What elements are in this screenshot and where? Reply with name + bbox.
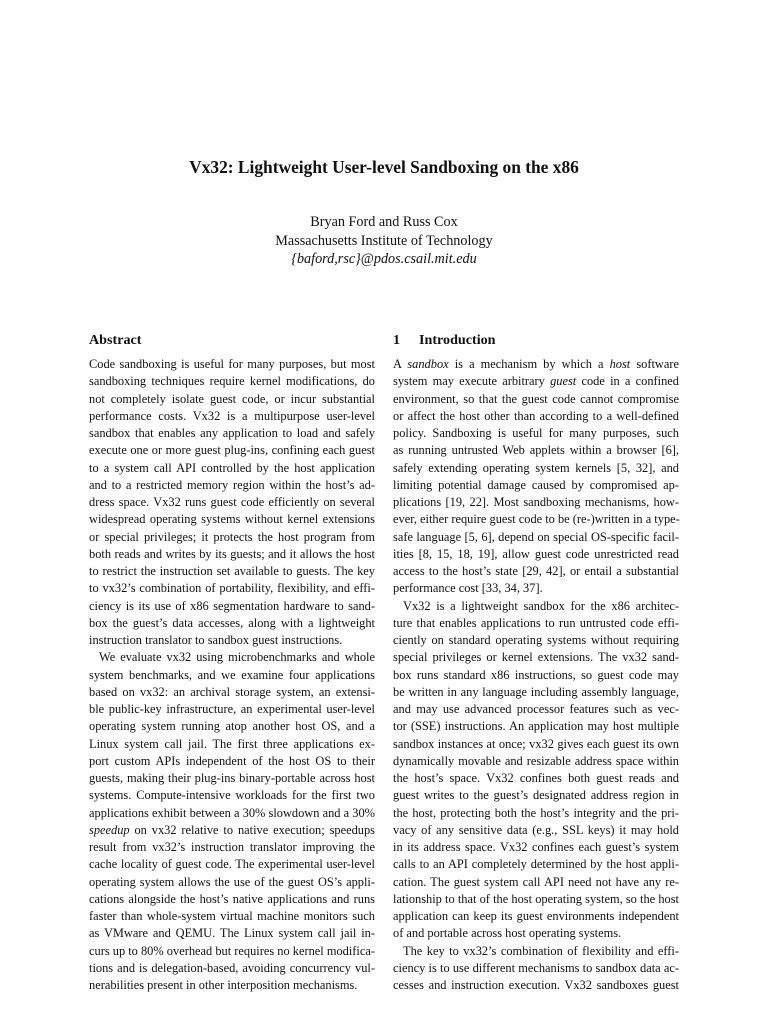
abstract-text: [89, 356, 375, 994]
text-line: and may use advanced processor features such as vec-: [393, 702, 679, 716]
introduction-text: [393, 356, 679, 994]
text-line: Linux system call jail. The first three applications ex-: [89, 736, 375, 751]
text-line: A sandbox is a mechanism by which a host software: [393, 357, 679, 371]
text-line: system may execute arbitrary guest code in a confined: [393, 374, 679, 389]
text-line: system benchmarks, and we examine four applications: [89, 667, 375, 682]
text-line: not completely isolate guest code, or incur substantial: [89, 391, 375, 406]
text-line: as running untrusted Web applets within a browser [6],: [393, 443, 679, 458]
author-email: {baford,rsc}@pdos.csail.mit.edu: [291, 251, 477, 268]
text-line: as VMware and QEMU. The Linux system call jail in-: [89, 926, 375, 941]
text-line: safely extending operating system kernels [5, 32], and: [393, 460, 679, 475]
abstract-heading: Abstract: [89, 332, 142, 348]
text-line: lationship to that of the host operating system, so the host: [393, 891, 679, 906]
text-line: Vx32 is a lightweight sandbox for the x86 architec-: [403, 598, 679, 613]
text-line: ciently on standard operating systems without requiring: [393, 633, 679, 647]
text-line: performance costs. Vx32 is a multipurpose user-level: [89, 408, 375, 423]
text-line: sandbox instances at once; vx32 gives each guest its own: [393, 736, 679, 751]
text-line: Code sandboxing is useful for many purposes, but most: [89, 357, 375, 371]
text-line: safe language [5, 6], depend on special OS-specific facil-: [393, 529, 679, 544]
text-line: limiting potential damage caused by compromised ap-: [393, 477, 679, 492]
text-line: systems. Compute-intensive workloads for the first two: [89, 788, 375, 803]
text-line: to vx32’s combination of portability, flexibility, and effi-: [89, 581, 375, 596]
text-line: cations alongside the host’s native applications and runs: [89, 891, 375, 906]
text-line: and to a restricted memory region within the host’s ad-: [89, 477, 375, 492]
text-line: policy. Sandboxing is useful for many purposes, such: [393, 426, 679, 440]
right-column: [393, 331, 679, 994]
text-line: speedup on vx32 relative to native execution; speedups: [89, 822, 375, 837]
text-line: operating system allows the use of the guest OS’s appli-: [89, 874, 375, 889]
text-line: curs up to 80% overhead but requires no kernel modifica-: [89, 943, 375, 958]
left-column: [89, 331, 375, 994]
text-line: ciency is its use of x86 segmentation hardware to sand-: [89, 598, 375, 613]
text-line: faster than whole-system virtual machine monitors such: [89, 909, 375, 923]
section-number: 1: [393, 332, 401, 348]
text-line: be written in any language including assembly language,: [393, 684, 679, 699]
section-title: Introduction: [419, 332, 496, 348]
text-line: sandboxing techniques require kernel modifications, do: [89, 374, 375, 389]
text-line: applications exhibit between a 30% slowdown and a 30%: [89, 805, 375, 820]
text-line: tions and is delegation-based, avoiding concurrency vul-: [89, 960, 375, 975]
text-line: to a system call API controlled by the host application: [89, 460, 375, 475]
text-line: cesses and instruction execution. Vx32 sandboxes guest: [393, 978, 679, 992]
text-line: to restrict the instruction set available to guests. The key: [89, 564, 375, 578]
text-line: ture that enables applications to run untrusted code effi-: [393, 615, 679, 630]
author-names: Bryan Ford and Russ Cox: [310, 214, 458, 230]
text-line: dress space. Vx32 runs guest code efficiently on several: [89, 495, 375, 509]
text-line: cache locality of guest code. The experimental user-level: [89, 857, 375, 872]
text-line: or special privileges; it protects the host program from: [89, 529, 375, 544]
text-line: environment, so that the guest code cannot compromise: [393, 391, 679, 406]
text-line: vacy of any sensitive data (e.g., SSL keys) it may hold: [393, 822, 679, 837]
text-line: port custom APIs independent of the host OS to their: [89, 753, 375, 768]
text-line: operating system running atop another host OS, and a: [89, 719, 375, 734]
text-line: ble public-key infrastructure, an experimental user-level: [89, 702, 375, 716]
text-line: box the guest’s data accesses, along with a lightweight: [89, 615, 375, 630]
text-line: dynamically movable and resizable address space within: [393, 753, 679, 768]
text-line: guests, making their plug-ins binary-portable across host: [89, 771, 375, 785]
text-line: the host’s space. Vx32 confines both guest reads and: [393, 771, 679, 785]
paper-title: Vx32: Lightweight User-level Sandboxing on the x86: [189, 157, 579, 177]
text-line: sandbox that enables any application to load and safely: [89, 426, 375, 440]
text-line: plications [19, 22]. Most sandboxing mechanisms, how-: [393, 495, 679, 509]
text-line: based on vx32: an archival storage system, an extensi-: [89, 684, 375, 699]
text-line: the host, protecting both the host’s integrity and the pri-: [393, 805, 679, 820]
text-line: guest writes to the guest’s designated address region in: [393, 788, 679, 803]
text-line: special privileges or kernel extensions. The vx32 sand-: [393, 650, 679, 665]
author-block: [0, 213, 768, 269]
text-line: result from vx32’s instruction translator improving the: [89, 840, 375, 854]
text-line: access to the host’s state [29, 42], or entail a substantial: [393, 564, 679, 578]
text-line: ities [8, 15, 18, 19], allow guest code unrestricted read: [393, 546, 679, 561]
text-line: in its address space. Vx32 confines each guest’s system: [393, 840, 679, 854]
text-line: box runs standard x86 instructions, so guest code may: [393, 667, 679, 682]
text-line: We evaluate vx32 using microbenchmarks and whole: [99, 650, 375, 665]
text-line: tor (SSE) instructions. An application may host multiple: [393, 719, 679, 734]
text-line: ciency is to use different mechanisms to sandbox data ac-: [393, 960, 679, 975]
author-affiliation: Massachusetts Institute of Technology: [275, 232, 493, 249]
text-line: The key to vx32’s combination of flexibility and effi-: [403, 943, 679, 958]
text-line: or affect the host other than according to a well-defined: [393, 408, 679, 423]
text-line: application can keep its guest environments independent: [393, 909, 679, 923]
text-line: instruction translator to sandbox guest instructions.: [89, 633, 343, 647]
text-line: ever, either require guest code to be (re-)written in a type-: [393, 512, 680, 527]
text-line: execute one or more guest plug-ins, confining each guest: [89, 443, 375, 458]
text-line: performance cost [33, 34, 37].: [393, 581, 543, 596]
text-line: widespread operating systems without kernel extensions: [89, 512, 375, 527]
text-line: cation. The guest system call API need not have any re-: [393, 874, 679, 889]
introduction-heading: [393, 331, 679, 349]
text-line: nerabilities present in other interposition mechanisms.: [89, 978, 358, 992]
text-line: calls to an API completely determined by the host appli-: [393, 857, 679, 872]
text-line: of and portable across host operating systems.: [393, 926, 622, 941]
text-line: both reads and writes by its guests; and it allows the host: [89, 546, 375, 561]
